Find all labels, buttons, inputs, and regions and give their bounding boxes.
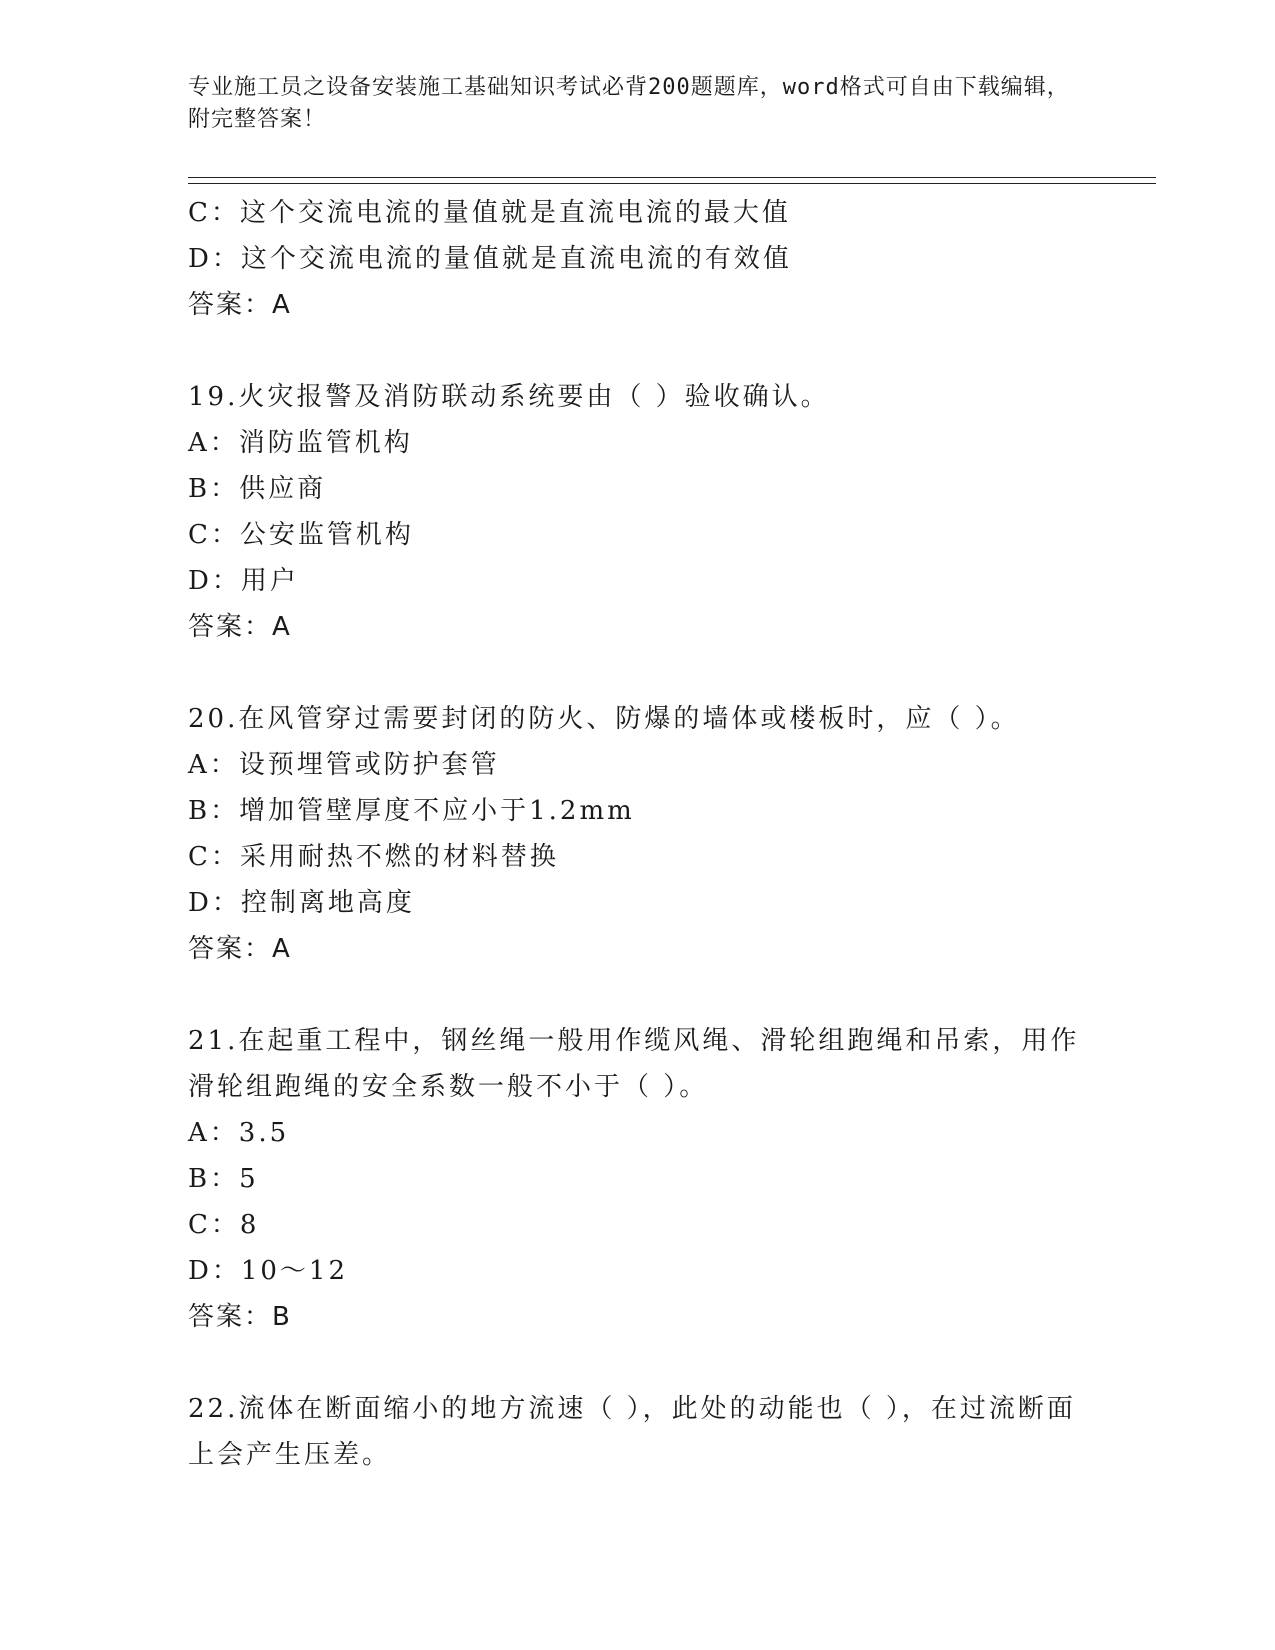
answer-line: 答案：A	[188, 934, 292, 964]
question-list	[188, 190, 1088, 1478]
option-d: D：控制离地高度	[188, 888, 415, 918]
option-a: A：消防监管机构	[188, 428, 413, 458]
answer-line: 答案：A	[188, 612, 292, 642]
answer-line: 答案：B	[188, 1302, 292, 1332]
question-text: 22.流体在断面缩小的地方流速（ ），此处的动能也（ ），在过流断面上会产生压差。	[188, 1394, 1076, 1470]
option-c: C：采用耐热不燃的材料替换	[188, 842, 559, 872]
header-divider-top	[188, 177, 1156, 178]
question-block-18-continued	[188, 190, 1088, 328]
question-block-20	[188, 696, 1088, 972]
question-text: 20.在风管穿过需要封闭的防火、防爆的墙体或楼板时，应（ ）。	[188, 704, 1020, 734]
option-c: C：8	[188, 1210, 260, 1240]
option-d: D：这个交流电流的量值就是直流电流的有效值	[188, 244, 792, 274]
question-block-22	[188, 1386, 1088, 1478]
header-divider-bottom	[188, 183, 1156, 184]
option-a: A：3.5	[188, 1118, 290, 1148]
answer-line: 答案：A	[188, 290, 292, 320]
option-c: C：公安监管机构	[188, 520, 414, 550]
option-d: D：用户	[188, 566, 299, 596]
question-text: 19.火灾报警及消防联动系统要由（ ）验收确认。	[188, 382, 830, 412]
document-header: 专业施工员之设备安装施工基础知识考试必背200题题库，word格式可自由下载编辑，附完整答案！	[188, 75, 1070, 132]
question-block-21	[188, 1018, 1088, 1340]
option-a: A：设预埋管或防护套管	[188, 750, 500, 780]
option-b: B：5	[188, 1164, 259, 1194]
question-text: 21.在起重工程中，钢丝绳一般用作缆风绳、滑轮组跑绳和吊索，用作滑轮组跑绳的安全系数一般不小于（ ）。	[188, 1026, 1080, 1102]
question-block-19	[188, 374, 1088, 650]
option-c: C：这个交流电流的量值就是直流电流的最大值	[188, 198, 791, 228]
option-b: B：增加管壁厚度不应小于1.2mm	[188, 796, 635, 826]
option-b: B：供应商	[188, 474, 327, 504]
option-d: D：10～12	[188, 1256, 349, 1286]
